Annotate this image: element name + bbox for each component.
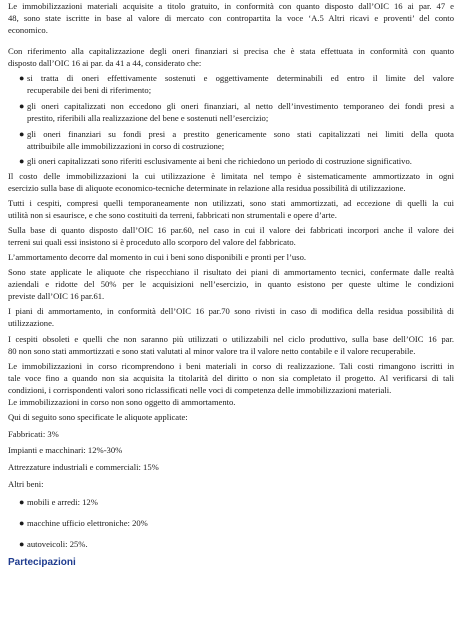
bullet-icon: ● <box>19 539 25 549</box>
paragraph-in-corso-line: Le immobilizzazioni in corso non sono oggetto di ammortamento. <box>8 397 236 407</box>
paragraph-capitalizzazione-line: disposto dall’OIC 16 ai par. da 41 a 44, considerato che: <box>8 58 202 68</box>
bullet-icon: ● <box>19 73 25 83</box>
paragraph-cespiti-line: Tutti i cespiti, compresi quelli temporaneamente non utilizzati, sono stati ammortizzati, ad eccezione di quelli la cui <box>8 198 454 208</box>
bullet-item-line: gli oneri capitalizzati non eccedono gli oneri finanziari, al netto dell’investimento temporaneo dei fondi presi a <box>27 101 454 111</box>
paragraph-cespiti-line: utilità non si esaurisce, e che sono costituiti da terreni, fabbricati non strumentali e opere d’arte. <box>8 210 337 220</box>
bullet-item-line: recuperabile dei beni di riferimento; <box>27 85 152 95</box>
paragraph-in-corso-line: Le immobilizzazioni in corso ricomprendono i beni materiali in corso di realizzazione. Tali costi rimangono iscritti in <box>8 361 454 371</box>
paragraph-piani-line: utilizzazione. <box>8 318 55 328</box>
altri-beni-item: autoveicoli: 25%. <box>27 539 88 549</box>
paragraph-fabbricati-line: terreni sui quali essi insistono si è proceduto allo scorporo del valore del fabbricato. <box>8 237 296 247</box>
paragraph-in-corso-line: tale voce fino a quando non sia acquisita la titolarità del diritto o non sia completato il progetto. Al verificarsi di tali <box>8 373 454 383</box>
bullet-item-line: gli oneri finanziari su fondi presi a prestito genericamente sono stati capitalizzati nei limiti della quota <box>27 129 454 139</box>
bullet-icon: ● <box>19 101 25 111</box>
paragraph-aliquote-applicate-line: aziendali e ridotte del 50% per le acquisizioni nell’esercizio, in quanto esistono per queste ultime le condizioni <box>8 279 454 289</box>
bullet-item-line: prestito, riferibili alla realizzazione del bene e sostenuti nell’esercizio; <box>27 113 269 123</box>
paragraph-piani-line: I piani di ammortamento, in conformità dell’OIC 16 par.70 sono rivisti in caso di modifica della residua possibilità di <box>8 306 454 316</box>
aliquota-item: Fabbricati: 3% <box>8 429 59 439</box>
bullet-icon: ● <box>19 129 25 139</box>
altri-beni-item: mobili e arredi: 12% <box>27 497 98 507</box>
aliquota-item: Altri beni: <box>8 479 44 489</box>
altri-beni-item: macchine ufficio elettroniche: 20% <box>27 518 148 528</box>
aliquota-item: Attrezzature industriali e commerciali: 15% <box>8 462 159 472</box>
paragraph-intro-line: economico. <box>8 25 48 35</box>
paragraph-obsoleti-line: I cespiti obsoleti e quelli che non saranno più utilizzati o utilizzabili nel ciclo produttivo, sulla base dell’OIC 16 par. <box>8 334 454 344</box>
paragraph-decorrenza-line: L’ammortamento decorre dal momento in cui i beni sono disponibili e pronti per l’uso. <box>8 252 307 262</box>
paragraph-intro-line: 48, sono state iscritte in base al valore di mercato con contropartita la voce ‘A.5 Altri ricavi e proventi’ del conto <box>8 13 454 23</box>
paragraph-costo-line: Il costo delle immobilizzazioni la cui utilizzazione è limitata nel tempo è sistematicamente ammortizzato in ogni <box>8 171 454 181</box>
section-heading-partecipazioni: Partecipazioni <box>8 557 76 568</box>
bullet-icon: ● <box>19 518 25 528</box>
paragraph-aliquote-applicate-line: Sono state applicate le aliquote che rispecchiano il risultato dei piani di ammortamento tecnici, confermate dalle realtà <box>8 267 454 277</box>
paragraph-capitalizzazione-line: Con riferimento alla capitalizzazione degli oneri finanziari si precisa che è stata effettuata in conformità con quanto <box>8 46 454 56</box>
aliquote-intro: Qui di seguito sono specificate le aliquote applicate: <box>8 412 188 422</box>
paragraph-costo-line: esercizio sulla base di aliquote economico-tecniche determinate in relazione alla residua possibilità di utilizzazione. <box>8 183 406 193</box>
paragraph-intro-line: Le immobilizzazioni materiali acquisite a titolo gratuito, in conformità con quanto disposto dall’OIC 16 ai par. 47 e <box>8 1 454 11</box>
paragraph-fabbricati-line: Sulla base di quanto disposto dall’OIC 16 par.60, nel caso in cui il valore dei fabbricati incorpori anche il valore dei <box>8 225 454 235</box>
aliquota-item: Impianti e macchinari: 12%-30% <box>8 445 123 455</box>
paragraph-in-corso-line: condizioni, i corrispondenti valori sono riclassificati nelle voci di competenza delle immobilizzazioni materiali. <box>8 385 392 395</box>
paragraph-aliquote-applicate-line: previste dall’OIC 16 par.61. <box>8 291 105 301</box>
bullet-icon: ● <box>19 497 25 507</box>
paragraph-obsoleti-line: 80 non sono stati ammortizzati e sono stati valutati al minor valore tra il valore netto contabile e il valore recuperabile. <box>8 346 416 356</box>
bullet-item-line: gli oneri capitalizzati sono riferiti esclusivamente ai beni che richiedono un periodo di costruzione significativo. <box>27 156 412 166</box>
bullet-item-line: attribuibile alle immobilizzazioni in corso di costruzione; <box>27 141 225 151</box>
bullet-icon: ● <box>19 156 25 166</box>
bullet-item-line: si tratta di oneri effettivamente sostenuti e oggettivamente determinabili ed entro il limite del valore <box>27 73 454 83</box>
